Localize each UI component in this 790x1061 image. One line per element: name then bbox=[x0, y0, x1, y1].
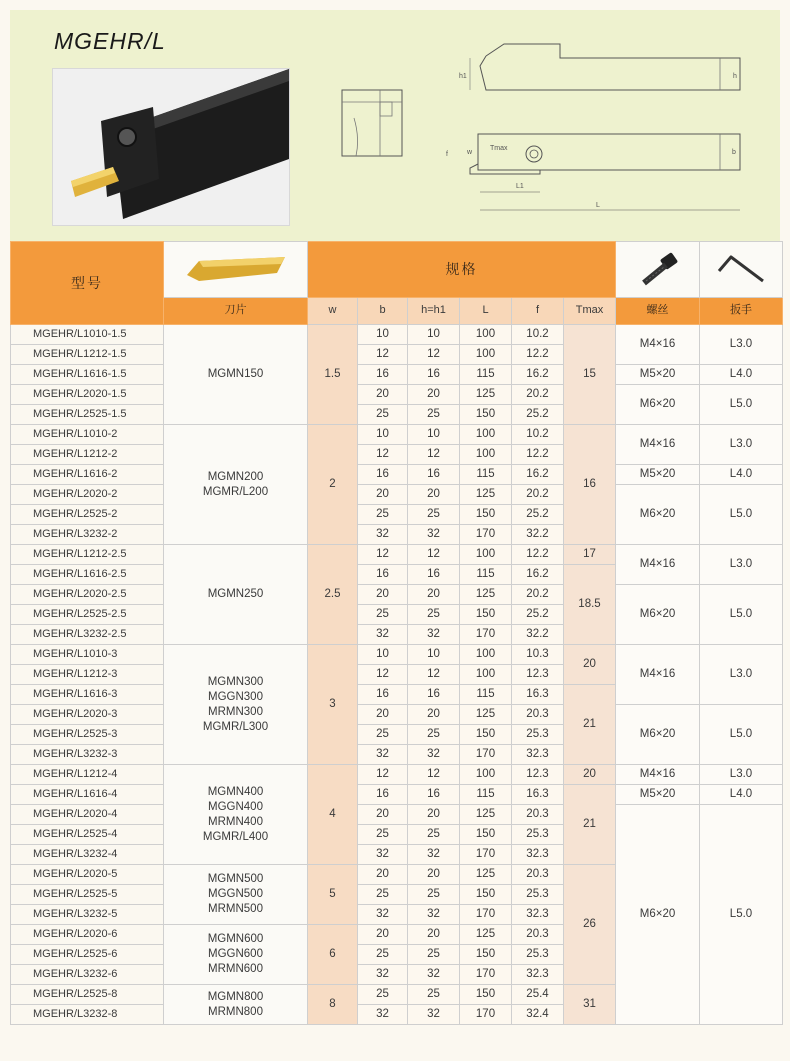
screw-cell: M5×20 bbox=[616, 785, 700, 805]
l-cell: 150 bbox=[460, 825, 512, 845]
table-row bbox=[11, 785, 783, 805]
screw-cell: M6×20 bbox=[616, 705, 700, 765]
screw-cell: M5×20 bbox=[616, 465, 700, 485]
l-cell: 100 bbox=[460, 345, 512, 365]
l-cell: 150 bbox=[460, 945, 512, 965]
l-cell: 125 bbox=[460, 485, 512, 505]
key-cell: L5.0 bbox=[700, 585, 783, 645]
b-cell: 25 bbox=[358, 505, 408, 525]
f-cell: 10.2 bbox=[512, 325, 564, 345]
screw-cell: M6×20 bbox=[616, 805, 700, 1025]
f-cell: 32.2 bbox=[512, 625, 564, 645]
h-cell: 25 bbox=[408, 725, 460, 745]
tmax-cell: 16 bbox=[564, 425, 616, 545]
blade-cell bbox=[164, 645, 308, 765]
table-row bbox=[11, 385, 783, 405]
l-cell: 100 bbox=[460, 645, 512, 665]
label-l: L bbox=[596, 202, 600, 209]
l-cell: 125 bbox=[460, 925, 512, 945]
key-cell: L3.0 bbox=[700, 545, 783, 585]
h-cell: 16 bbox=[408, 565, 460, 585]
f-cell: 25.4 bbox=[512, 985, 564, 1005]
model-cell: MGEHR/L3232-3 bbox=[11, 745, 164, 765]
l-cell: 115 bbox=[460, 565, 512, 585]
w-cell: 8 bbox=[308, 985, 358, 1025]
model-cell: MGEHR/L3232-8 bbox=[11, 1005, 164, 1025]
f-cell: 32.3 bbox=[512, 965, 564, 985]
table-row bbox=[11, 465, 783, 485]
h-cell: 20 bbox=[408, 485, 460, 505]
h-cell: 25 bbox=[408, 605, 460, 625]
l-cell: 170 bbox=[460, 625, 512, 645]
key-cell: L3.0 bbox=[700, 325, 783, 365]
f-cell: 10.2 bbox=[512, 425, 564, 445]
blade-code: MGGN400 bbox=[208, 800, 263, 813]
header-screw-image bbox=[616, 242, 700, 298]
model-cell: MGEHR/L1212-4 bbox=[11, 765, 164, 785]
h-cell: 20 bbox=[408, 585, 460, 605]
model-cell: MGEHR/L1212-2.5 bbox=[11, 545, 164, 565]
model-cell: MGEHR/L1212-1.5 bbox=[11, 345, 164, 365]
blade-code: MGMN400 bbox=[207, 785, 264, 798]
h-cell: 12 bbox=[408, 345, 460, 365]
b-cell: 20 bbox=[358, 585, 408, 605]
f-cell: 25.3 bbox=[512, 885, 564, 905]
b-cell: 32 bbox=[358, 1005, 408, 1025]
l-cell: 115 bbox=[460, 685, 512, 705]
h-cell: 12 bbox=[408, 545, 460, 565]
l-cell: 150 bbox=[460, 505, 512, 525]
b-cell: 25 bbox=[358, 405, 408, 425]
f-cell: 25.2 bbox=[512, 505, 564, 525]
tmax-cell: 21 bbox=[564, 785, 616, 865]
blade-code: MGGN300 bbox=[208, 690, 263, 703]
model-cell: MGEHR/L2525-6 bbox=[11, 945, 164, 965]
screw-icon bbox=[628, 249, 688, 289]
l-cell: 100 bbox=[460, 665, 512, 685]
f-cell: 16.2 bbox=[512, 365, 564, 385]
table-row bbox=[11, 325, 783, 345]
blade-code: MGMR/L300 bbox=[202, 720, 269, 733]
model-cell: MGEHR/L1616-1.5 bbox=[11, 365, 164, 385]
blade-code: MRMN500 bbox=[208, 903, 263, 915]
h-cell: 10 bbox=[408, 645, 460, 665]
h-cell: 25 bbox=[408, 885, 460, 905]
f-cell: 16.2 bbox=[512, 565, 564, 585]
l-cell: 150 bbox=[460, 985, 512, 1005]
f-cell: 20.2 bbox=[512, 385, 564, 405]
b-cell: 32 bbox=[358, 965, 408, 985]
blade-cell bbox=[164, 865, 308, 925]
f-cell: 10.3 bbox=[512, 645, 564, 665]
model-cell: MGEHR/L3232-2 bbox=[11, 525, 164, 545]
model-cell: MGEHR/L1616-2 bbox=[11, 465, 164, 485]
model-cell: MGEHR/L2525-8 bbox=[11, 985, 164, 1005]
h-cell: 32 bbox=[408, 845, 460, 865]
h-cell: 10 bbox=[408, 325, 460, 345]
l-cell: 100 bbox=[460, 325, 512, 345]
table-row bbox=[11, 425, 783, 445]
b-cell: 20 bbox=[358, 865, 408, 885]
model-cell: MGEHR/L1010-1.5 bbox=[11, 325, 164, 345]
f-cell: 12.3 bbox=[512, 765, 564, 785]
b-cell: 12 bbox=[358, 545, 408, 565]
h-cell: 25 bbox=[408, 505, 460, 525]
f-cell: 32.4 bbox=[512, 1005, 564, 1025]
blade-code: MGMN600 bbox=[207, 933, 264, 945]
b-cell: 16 bbox=[358, 465, 408, 485]
header-col-b: b bbox=[358, 297, 408, 324]
blade-code: MGGN600 bbox=[208, 948, 263, 960]
f-cell: 12.2 bbox=[512, 545, 564, 565]
b-cell: 32 bbox=[358, 845, 408, 865]
h-cell: 32 bbox=[408, 905, 460, 925]
blade-code: MGMR/L400 bbox=[202, 830, 269, 843]
blade-code: MGMN200 bbox=[207, 470, 264, 483]
front-view-drawing bbox=[340, 88, 410, 160]
b-cell: 10 bbox=[358, 645, 408, 665]
blade-code: MGMN250 bbox=[207, 588, 264, 600]
h-cell: 10 bbox=[408, 425, 460, 445]
model-cell: MGEHR/L1616-3 bbox=[11, 685, 164, 705]
tmax-cell: 20 bbox=[564, 765, 616, 785]
model-cell: MGEHR/L3232-5 bbox=[11, 905, 164, 925]
header-col-tmax: Tmax bbox=[564, 297, 616, 324]
screw-cell: M4×16 bbox=[616, 765, 700, 785]
h-cell: 20 bbox=[408, 705, 460, 725]
l-cell: 100 bbox=[460, 445, 512, 465]
model-cell: MGEHR/L1010-3 bbox=[11, 645, 164, 665]
hex-key-icon bbox=[711, 249, 771, 289]
blade-code: MGMN800 bbox=[207, 990, 264, 1003]
l-cell: 125 bbox=[460, 705, 512, 725]
w-cell: 6 bbox=[308, 925, 358, 985]
b-cell: 20 bbox=[358, 705, 408, 725]
blade-cell bbox=[164, 545, 308, 645]
f-cell: 16.3 bbox=[512, 785, 564, 805]
blade-code: MGMN150 bbox=[207, 368, 264, 380]
l-cell: 170 bbox=[460, 745, 512, 765]
top-view-drawing bbox=[440, 128, 750, 218]
header-col-l: L bbox=[460, 297, 512, 324]
label-b: b bbox=[732, 149, 736, 156]
b-cell: 20 bbox=[358, 925, 408, 945]
b-cell: 10 bbox=[358, 425, 408, 445]
label-w: w bbox=[467, 149, 473, 156]
l-cell: 170 bbox=[460, 525, 512, 545]
tmax-cell: 15 bbox=[564, 325, 616, 425]
b-cell: 12 bbox=[358, 345, 408, 365]
model-cell: MGEHR/L2525-3 bbox=[11, 725, 164, 745]
b-cell: 32 bbox=[358, 525, 408, 545]
key-cell: L3.0 bbox=[700, 425, 783, 465]
b-cell: 32 bbox=[358, 905, 408, 925]
l-cell: 170 bbox=[460, 965, 512, 985]
f-cell: 25.2 bbox=[512, 405, 564, 425]
table-row bbox=[11, 545, 783, 565]
model-cell: MGEHR/L3232-4 bbox=[11, 845, 164, 865]
h-cell: 12 bbox=[408, 445, 460, 465]
blade-cell bbox=[164, 765, 308, 865]
b-cell: 16 bbox=[358, 785, 408, 805]
w-cell: 5 bbox=[308, 865, 358, 925]
tmax-cell: 31 bbox=[564, 985, 616, 1025]
header-key: 扳手 bbox=[700, 297, 783, 324]
header-col-h: h=h1 bbox=[408, 297, 460, 324]
f-cell: 32.2 bbox=[512, 525, 564, 545]
l-cell: 150 bbox=[460, 725, 512, 745]
table-row bbox=[11, 365, 783, 385]
model-cell: MGEHR/L2020-5 bbox=[11, 865, 164, 885]
h-cell: 12 bbox=[408, 765, 460, 785]
tmax-cell: 17 bbox=[564, 545, 616, 565]
f-cell: 20.2 bbox=[512, 485, 564, 505]
blade-cell bbox=[164, 985, 308, 1025]
f-cell: 32.3 bbox=[512, 905, 564, 925]
l-cell: 115 bbox=[460, 365, 512, 385]
blade-code: MRMN400 bbox=[208, 815, 263, 828]
b-cell: 12 bbox=[358, 765, 408, 785]
side-view-drawing bbox=[450, 38, 750, 98]
b-cell: 20 bbox=[358, 385, 408, 405]
h-cell: 16 bbox=[408, 465, 460, 485]
table-row bbox=[11, 765, 783, 785]
screw-cell: M6×20 bbox=[616, 585, 700, 645]
key-cell: L5.0 bbox=[700, 705, 783, 765]
l-cell: 170 bbox=[460, 1005, 512, 1025]
screw-cell: M6×20 bbox=[616, 385, 700, 425]
f-cell: 25.3 bbox=[512, 725, 564, 745]
l-cell: 125 bbox=[460, 805, 512, 825]
model-cell: MGEHR/L2020-2 bbox=[11, 485, 164, 505]
b-cell: 20 bbox=[358, 485, 408, 505]
l-cell: 115 bbox=[460, 785, 512, 805]
table-row bbox=[11, 585, 783, 605]
blade-cell bbox=[164, 425, 308, 545]
h-cell: 32 bbox=[408, 965, 460, 985]
h-cell: 25 bbox=[408, 825, 460, 845]
label-f: f bbox=[446, 151, 448, 158]
w-cell: 2 bbox=[308, 425, 358, 545]
blade-code: MGGN500 bbox=[208, 888, 263, 900]
model-cell: MGEHR/L2020-3 bbox=[11, 705, 164, 725]
f-cell: 20.3 bbox=[512, 865, 564, 885]
f-cell: 16.3 bbox=[512, 685, 564, 705]
model-cell: MGEHR/L2020-2.5 bbox=[11, 585, 164, 605]
model-cell: MGEHR/L1010-2 bbox=[11, 425, 164, 445]
header-model: 型号 bbox=[11, 242, 164, 325]
tmax-cell: 20 bbox=[564, 645, 616, 685]
screw-cell: M6×20 bbox=[616, 485, 700, 545]
tool-holder-photo bbox=[52, 68, 290, 226]
h-cell: 12 bbox=[408, 665, 460, 685]
f-cell: 20.2 bbox=[512, 585, 564, 605]
h-cell: 16 bbox=[408, 785, 460, 805]
header-blade-image bbox=[164, 242, 308, 298]
model-cell: MGEHR/L2020-6 bbox=[11, 925, 164, 945]
key-cell: L4.0 bbox=[700, 785, 783, 805]
f-cell: 20.3 bbox=[512, 925, 564, 945]
f-cell: 25.3 bbox=[512, 945, 564, 965]
b-cell: 25 bbox=[358, 605, 408, 625]
header-spec: 规格 bbox=[308, 242, 616, 298]
header-col-w: w bbox=[308, 297, 358, 324]
h-cell: 20 bbox=[408, 805, 460, 825]
header-screw: 螺丝 bbox=[616, 297, 700, 324]
l-cell: 150 bbox=[460, 405, 512, 425]
model-cell: MGEHR/L2525-1.5 bbox=[11, 405, 164, 425]
blade-code: MGMN300 bbox=[207, 675, 264, 688]
spec-table bbox=[10, 241, 783, 1025]
model-cell: MGEHR/L2525-4 bbox=[11, 825, 164, 845]
model-cell: MGEHR/L2020-4 bbox=[11, 805, 164, 825]
model-cell: MGEHR/L1616-2.5 bbox=[11, 565, 164, 585]
spec-table-body bbox=[11, 242, 783, 1025]
model-cell: MGEHR/L3232-6 bbox=[11, 965, 164, 985]
header-blade: 刀片 bbox=[164, 297, 308, 324]
h-cell: 32 bbox=[408, 625, 460, 645]
b-cell: 16 bbox=[358, 685, 408, 705]
tmax-cell: 26 bbox=[564, 865, 616, 985]
l-cell: 170 bbox=[460, 845, 512, 865]
b-cell: 16 bbox=[358, 365, 408, 385]
f-cell: 32.3 bbox=[512, 845, 564, 865]
h-cell: 32 bbox=[408, 1005, 460, 1025]
page-title: MGEHR/L bbox=[54, 28, 166, 54]
tmax-cell: 18.5 bbox=[564, 565, 616, 645]
h-cell: 32 bbox=[408, 745, 460, 765]
blade-code: MRMN800 bbox=[208, 1005, 263, 1018]
screw-cell: M4×16 bbox=[616, 325, 700, 365]
model-cell: MGEHR/L2020-1.5 bbox=[11, 385, 164, 405]
l-cell: 100 bbox=[460, 545, 512, 565]
blade-insert-icon bbox=[181, 253, 291, 285]
blade-cell bbox=[164, 325, 308, 425]
model-cell: MGEHR/L2525-5 bbox=[11, 885, 164, 905]
table-row bbox=[11, 645, 783, 665]
blade-code: MRMN300 bbox=[208, 705, 263, 718]
table-row bbox=[11, 805, 783, 825]
l-cell: 115 bbox=[460, 465, 512, 485]
b-cell: 25 bbox=[358, 825, 408, 845]
f-cell: 25.3 bbox=[512, 825, 564, 845]
header-key-image bbox=[700, 242, 783, 298]
key-cell: L3.0 bbox=[700, 645, 783, 705]
model-cell: MGEHR/L1212-3 bbox=[11, 665, 164, 685]
f-cell: 12.2 bbox=[512, 445, 564, 465]
b-cell: 25 bbox=[358, 985, 408, 1005]
blade-code: MGMR/L200 bbox=[202, 485, 269, 498]
key-cell: L4.0 bbox=[700, 465, 783, 485]
b-cell: 32 bbox=[358, 625, 408, 645]
blade-cell bbox=[164, 925, 308, 985]
b-cell: 10 bbox=[358, 325, 408, 345]
f-cell: 20.3 bbox=[512, 805, 564, 825]
screw-cell: M4×16 bbox=[616, 425, 700, 465]
l-cell: 170 bbox=[460, 905, 512, 925]
label-l1: L1 bbox=[516, 183, 524, 190]
f-cell: 12.3 bbox=[512, 665, 564, 685]
l-cell: 150 bbox=[460, 885, 512, 905]
b-cell: 25 bbox=[358, 725, 408, 745]
header-col-f: f bbox=[512, 297, 564, 324]
blade-code: MGMN500 bbox=[207, 873, 264, 885]
header-row-top bbox=[11, 242, 783, 298]
b-cell: 25 bbox=[358, 885, 408, 905]
key-cell: L5.0 bbox=[700, 805, 783, 1025]
model-cell: MGEHR/L1212-2 bbox=[11, 445, 164, 465]
l-cell: 100 bbox=[460, 765, 512, 785]
screw-cell: M4×16 bbox=[616, 645, 700, 705]
w-cell: 1.5 bbox=[308, 325, 358, 425]
label-tmax: Tmax bbox=[490, 145, 508, 152]
f-cell: 25.2 bbox=[512, 605, 564, 625]
w-cell: 2.5 bbox=[308, 545, 358, 645]
model-cell: MGEHR/L3232-2.5 bbox=[11, 625, 164, 645]
h-cell: 25 bbox=[408, 405, 460, 425]
table-row bbox=[11, 705, 783, 725]
h-cell: 20 bbox=[408, 925, 460, 945]
key-cell: L3.0 bbox=[700, 765, 783, 785]
b-cell: 20 bbox=[358, 805, 408, 825]
l-cell: 125 bbox=[460, 385, 512, 405]
b-cell: 12 bbox=[358, 665, 408, 685]
tmax-cell: 21 bbox=[564, 685, 616, 765]
key-cell: L5.0 bbox=[700, 385, 783, 425]
l-cell: 125 bbox=[460, 865, 512, 885]
label-h: h bbox=[733, 73, 737, 80]
label-h1: h1 bbox=[459, 73, 467, 80]
blade-code: MRMN600 bbox=[208, 963, 263, 975]
h-cell: 20 bbox=[408, 865, 460, 885]
b-cell: 12 bbox=[358, 445, 408, 465]
h-cell: 25 bbox=[408, 985, 460, 1005]
b-cell: 25 bbox=[358, 945, 408, 965]
table-row bbox=[11, 485, 783, 505]
model-cell: MGEHR/L2525-2.5 bbox=[11, 605, 164, 625]
screw-cell: M4×16 bbox=[616, 545, 700, 585]
w-cell: 4 bbox=[308, 765, 358, 865]
h-cell: 25 bbox=[408, 945, 460, 965]
h-cell: 16 bbox=[408, 685, 460, 705]
w-cell: 3 bbox=[308, 645, 358, 765]
f-cell: 12.2 bbox=[512, 345, 564, 365]
key-cell: L5.0 bbox=[700, 485, 783, 545]
b-cell: 16 bbox=[358, 565, 408, 585]
screw-cell: M5×20 bbox=[616, 365, 700, 385]
model-cell: MGEHR/L2525-2 bbox=[11, 505, 164, 525]
model-cell: MGEHR/L1616-4 bbox=[11, 785, 164, 805]
f-cell: 32.3 bbox=[512, 745, 564, 765]
f-cell: 16.2 bbox=[512, 465, 564, 485]
h-cell: 32 bbox=[408, 525, 460, 545]
f-cell: 20.3 bbox=[512, 705, 564, 725]
l-cell: 100 bbox=[460, 425, 512, 445]
l-cell: 125 bbox=[460, 585, 512, 605]
l-cell: 150 bbox=[460, 605, 512, 625]
b-cell: 32 bbox=[358, 745, 408, 765]
h-cell: 20 bbox=[408, 385, 460, 405]
key-cell: L4.0 bbox=[700, 365, 783, 385]
h-cell: 16 bbox=[408, 365, 460, 385]
